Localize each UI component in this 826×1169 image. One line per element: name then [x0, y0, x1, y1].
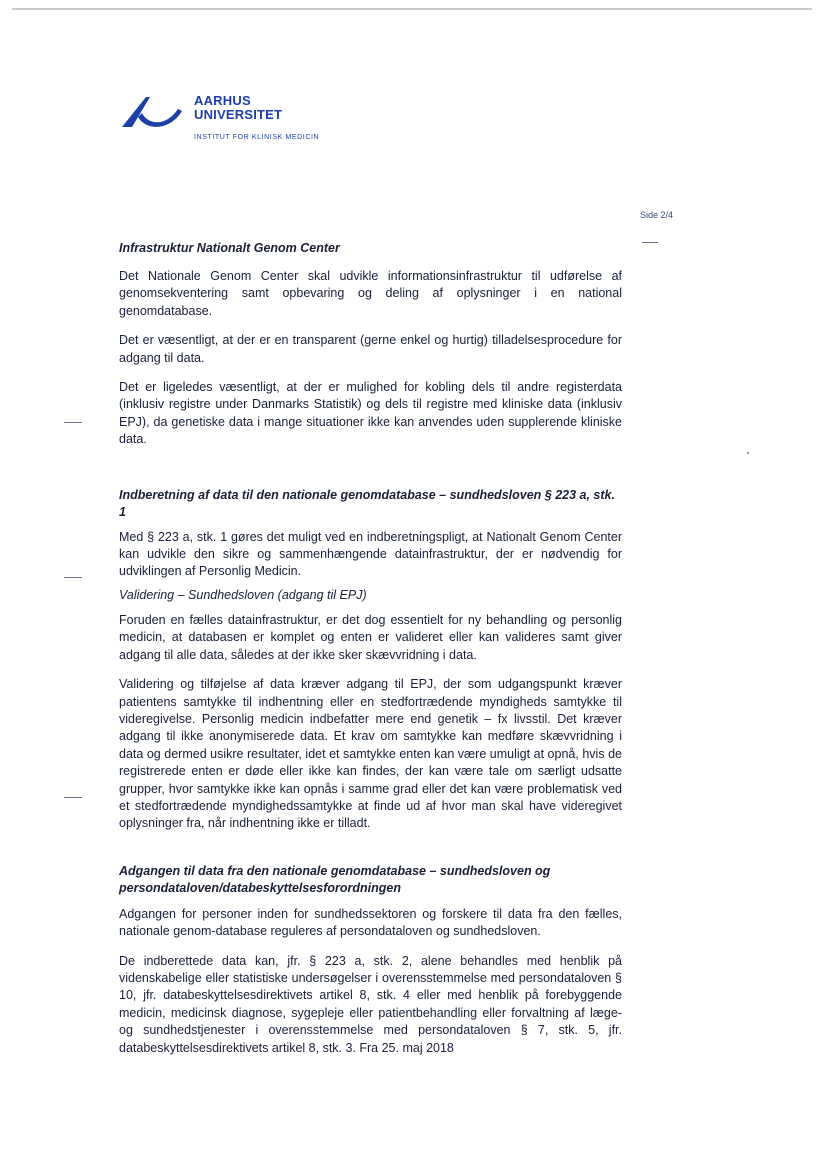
body-paragraph: Det er ligeledes væsentligt, at der er mulighed for kobling dels til andre registerdata (inklusiv registre under Danmarks Statistik) og dels til registre med kliniske data (inklusiv EPJ), da genetiske data i mange situationer ikke kan anvendes uden supplerende kliniske data. — [119, 380, 622, 447]
letter-body — [119, 240, 622, 1057]
section-subheading: Validering – Sundhedsloven (adgang til EPJ) — [119, 587, 367, 602]
page-number: Side 2/4 — [640, 210, 674, 220]
university-name-line2: UNIVERSITET — [194, 107, 283, 122]
page-number-rule — [642, 242, 658, 243]
scan-speck — [747, 452, 749, 454]
body-paragraph: Adgangen for personer inden for sundhedssektoren og forskere til data fra den fælles, nationale genom-database reguleres af persondataloven og sundhedsloven. — [119, 906, 622, 939]
university-name — [194, 94, 282, 122]
margin-mark — [64, 577, 82, 578]
margin-mark — [64, 422, 82, 423]
body-paragraph: De indberettede data kan, jfr. § 223 a, stk. 2, alene behandles med henblik på videnskabelige eller statistiske undersøgelser i overensstemmelse med persondataloven § 10, jfr. databeskyttelsesdirektivets artikel 8, stk. 4 eller med henblik på forebyggende medicin, medicinsk diagnose, sygepleje eller patientbehandling eller forvaltning af læge- og sundhedstjenester i overensstemmelse med persondataloven § 7, stk. 5, jfr. databeskyttelsesdirektivets artikel 8, stk. 3. Fra 25. maj 2018 — [119, 953, 622, 1055]
section-heading: Indberetning af data til den nationale genomdatabase – sundhedsloven § 223 a, stk. 1 — [119, 487, 615, 519]
university-name-line1: AARHUS — [194, 93, 251, 108]
page-top-edge — [12, 8, 812, 10]
section-heading: Infrastruktur Nationalt Genom Center — [119, 241, 340, 255]
body-paragraph: Validering og tilføjelse af data kræver adgang til EPJ, der som udgangspunkt kræver patientens samtykke til indhentning eller en stedfortrædende myndigheds samtykke til videregivelse. Personlig medicin indbefatter mere end genetik – fx livsstil. Det kræver adgang til ikke anonymiserede data. Et krav om samtykke kan medføre skævvridning i data og dermed usikre resultater, idet et samtykke enten kan være umuligt at opnå, hvis de registrerede enten er døde eller ikke kan findes, der kan være tale om særligt udsatte grupper, hvor samtykke ikke kan opnås i samme grad eller det kan være problematisk ved et stedfortrædende myndighedssamtykke at finde ud af hvor man skal have videregivet oplysninger fra, når indhentning ikke er tilladt. — [119, 677, 622, 831]
body-paragraph: Med § 223 a, stk. 1 gøres det muligt ved en indberetningspligt, at Nationalt Genom Center kan udvikle den sikre og sammenhængende datainfrastruktur, der er nødvendig for udviklingen af Personlig Medicin. — [119, 529, 622, 579]
institute-name: INSTITUT FOR KLINISK MEDICIN — [194, 134, 320, 141]
university-logo — [120, 90, 360, 150]
margin-mark — [64, 797, 82, 798]
au-logo-icon — [120, 93, 184, 129]
body-paragraph: Foruden en fælles datainfrastruktur, er det dog essentielt for ny behandling og personlig medicin, at databasen er komplet og enten er valideret eller kan valideres samt giver adgang til alle data, således at der ikke sker skævvridning i data. — [119, 612, 622, 662]
body-paragraph: Det er væsentligt, at der er en transparent (gerne enkel og hurtig) tilladelsesprocedure for adgang til data. — [119, 333, 622, 365]
section-heading: Adgangen til data fra den nationale genomdatabase – sundhedsloven og persondataloven/databeskyttelsesforordningen — [119, 863, 551, 895]
body-paragraph: Det Nationale Genom Center skal udvikle informationsinfrastruktur til udførelse af genomsekventering samt opbevaring og deling af oplysninger i en national genomdatabase. — [119, 269, 622, 318]
